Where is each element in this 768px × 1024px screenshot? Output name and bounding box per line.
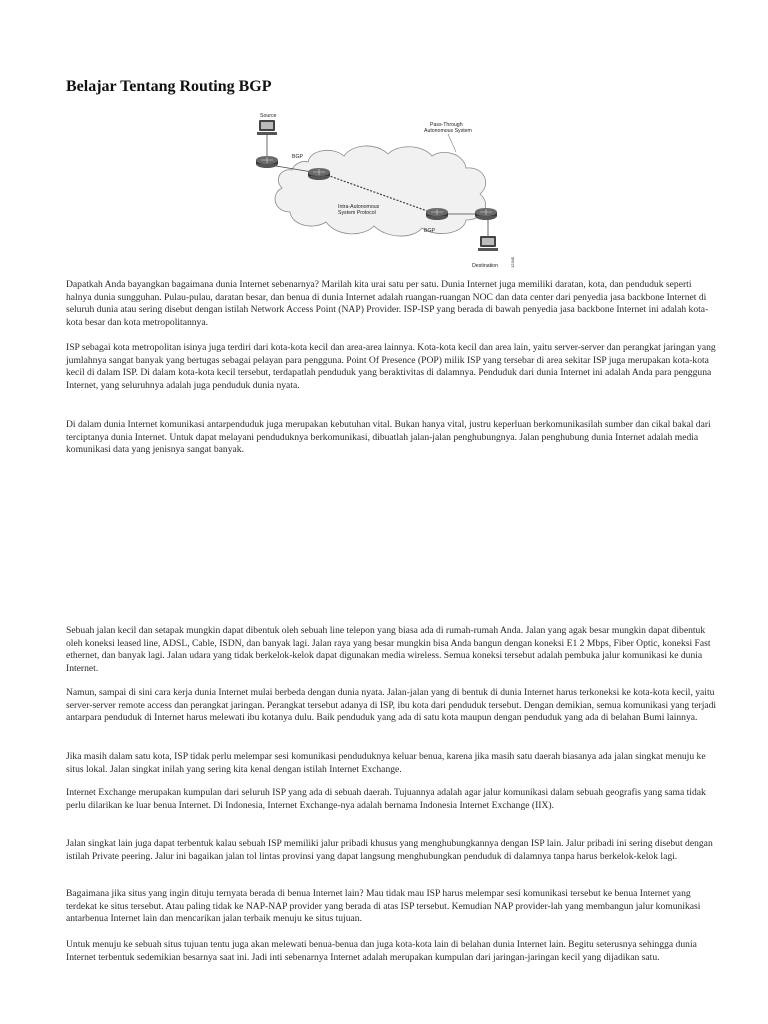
paragraph-10: Untuk menuju ke sebuah situs tujuan tentu juga akan melewati benua-benua dan juga kota-kota lain di belahan dunia Internet lain. Begitu seterusnya sehingga dunia Internet terbentuk sedemikian besarnya saat ini. Jadi inti sebenarnya Internet adalah merupakan kumpulan dari jaringan-jaringan kecil yang dijadikan satu. [66,939,697,963]
router-source-icon [256,156,278,168]
router-bgp-exit-icon [426,208,448,220]
paragraph-4: Sebuah jalan kecil dan setapak mungkin dapat dibentuk oleh sebuah line telepon yang biasa ada di rumah-rumah Anda. Jalan yang agak besar mungkin dapat dibentuk oleh koneksi leased line, ADSL, Cable, ISDN, dan banyak lagi. Jalan raya yang besar mungkin bisa Anda bangun dengan koneksi E1 2 Mbps, Fiber Optic, koneksi Fast ethernet, dan banyak lagi. Jalan udara yang tidak berkelok-kelok dapat digunakan media wireless. Semua koneksi tersebut adalah pembuka jalur komunikasi ke dunia Internet. [66,625,711,674]
autonomous-system-cloud [275,146,486,236]
paragraph-9: Bagaimana jika situs yang ingin dituju ternyata berada di benua Internet lain? Mau tidak mau ISP harus melempar sesi komunikasi tersebut ke benua Internet yang terdekat ke situs tersebut. Atau paling tidak ke NAP-NAP provider yang berada di atas ISP tersebut. Kemudian NAP provider-lah yang membangun jalur komunikasi antarbenua Internet lain dan mencarikan jalan terbaik menuju ke situs tujuan. [66,888,701,925]
paragraph-5: Namun, sampai di sini cara kerja dunia Internet mulai berbeda dengan dunia nyata. Jalan-jalan yang di bentuk di dunia Internet harus terkoneksi ke kota-kota kecil, yaitu server-server remote access dan perangkat jaringan. Perangkat tersebut adanya di ISP, ibu kota dari penduduk tersebut. Dengan demikian, semua komunikasi yang terjadi antarpara penduduk di Internet harus melewati ibu kotanya dulu. Baik penduduk yang ada di satu kota maupun dengan penduduk yang ada di belahan Bumi lainnya. [66,687,717,724]
paragraph-2: ISP sebagai kota metropolitan isinya juga terdiri dari kota-kota kecil dan area-area lainnya. Kota-kota kecil dan area lain, yaitu server-server dan perangkat jaringan yang jumlahnya sangat banyak yang bertugas sebagai pelayan para pengguna. Point Of Presence (POP) milik ISP yang tersebar di area sekitar ISP juga merupakan kota-kota kecil di dalam ISP. Di dalam kota-kota kecil tersebut, terdapatlah penduduk yang beraktivitas di dalamnya. Penduduk dari dunia Internet ini adalah Anda para pengguna Internet, yang seluruhnya adalah juga penduduk dunia nyata. [66,342,716,391]
paragraph-1: Dapatkah Anda bayangkan bagaimana dunia Internet sebenarnya? Marilah kita urai satu per satu. Dunia Internet juga memiliki daratan, kota, dan penduduk seperti halnya dunia sungguhan. Pulau-pulau, daratan besar, dan benua di dunia Internet adalah ruangan-ruangan NOC dan data center dari penyedia jasa backbone Internet di seluruh dunia atau sering disebut dengan istilah Network Access Point (NAP) Provider. ISP-ISP yang berada di bawah penyedia jasa backbone Internet ini adalah kota-kota besar dan kota metropolitannya. [66,279,709,328]
pass-through-label-line1: Pass-Through [430,122,463,128]
destination-label: Destination [472,263,498,269]
paragraph-8: Jalan singkat lain juga dapat terbentuk kalau sebuah ISP memiliki jalur pribadi khusus yang menghubungkannya dengan ISP lain. Jalur pribadi ini sering disebut dengan istilah Private peering. Jalur ini bagaikan jalan tol lintas provinsi yang dapat langsung menghubungkan penduduk di dalamnya tanpa harus berkelok-kelok lagi. [66,838,713,862]
paragraph-7: Internet Exchange merupakan kumpulan dari seluruh ISP yang ada di sebuah daerah. Tujuannya adalah agar jalur komunikasi dalam sebuah geografis yang sama tidak perlu dilarikan ke luar benua Internet. Di Indonesia, Internet Exchange-nya adalah bernama Indonesia Internet Exchange (IIX). [66,787,706,811]
pass-through-label-line2: Autonomous System [424,128,472,134]
router-destination-icon [475,208,497,220]
intra-as-label-line1: Intra-Autonomous [338,204,380,210]
bgp-label-top: BGP [292,154,303,160]
paragraph-3: Di dalam dunia Internet komunikasi antarpenduduk juga merupakan kebutuhan vital. Bukan hanya vital, justru keperluan berkomunikasilah sumber dan cikal bakal dari terciptanya dunia Internet. Untuk dapat melayani penduduknya berkomunikasi, dibuatlah jalan-jalan penghubungnya. Jalan penghubung dunia Internet adalah media komunikasi data yang jenisnya sangat banyak. [66,419,711,456]
page-title: Belajar Tentang Routing BGP [66,78,272,95]
intra-as-label-line2: System Protocol [338,210,376,216]
source-computer-icon [257,120,277,135]
bgp-diagram [252,108,518,272]
bgp-label-bottom: BGP [424,228,435,234]
destination-computer-icon [478,236,498,251]
source-label: Source [260,113,277,119]
paragraph-6: Jika masih dalam satu kota, ISP tidak perlu melempar sesi komunikasi penduduknya keluar benua, karena jika masih satu daerah biasanya ada jalan singkat menuju ke situs lokal. Jalan singkat inilah yang sering kita kenal dengan istilah Internet Exchange. [66,751,706,775]
router-bgp-entry-icon [308,168,330,180]
figure-id-label: 12345 [510,256,515,268]
